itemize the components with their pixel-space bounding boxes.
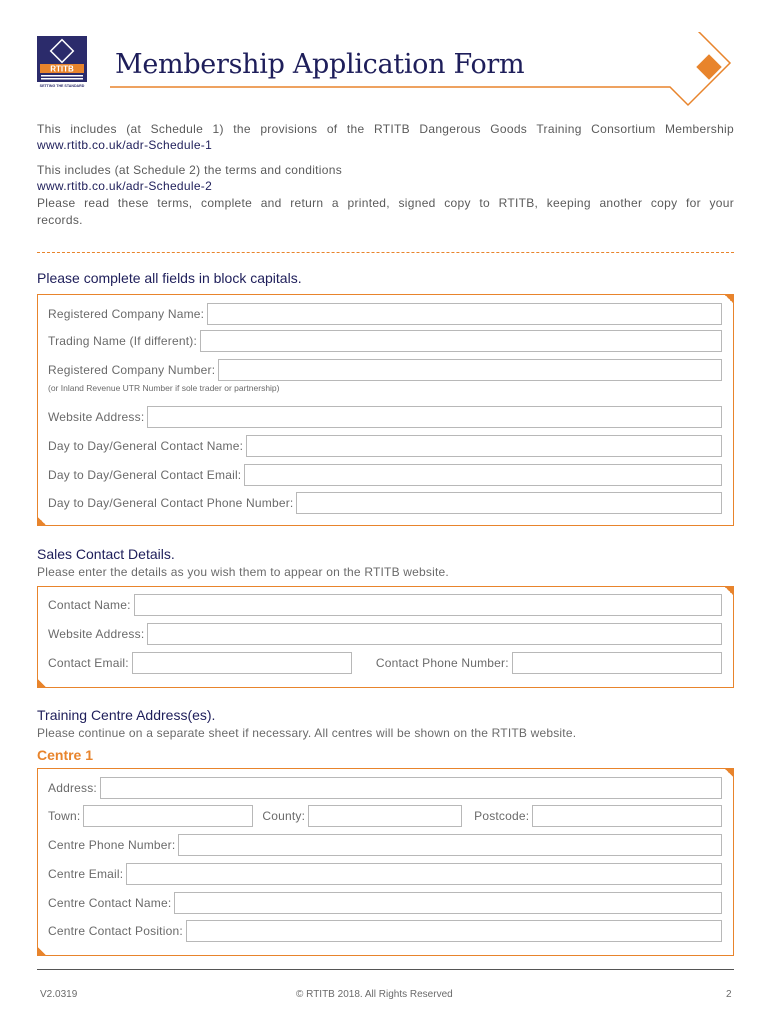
contact-name-row xyxy=(48,435,722,457)
sales-contact-name-row xyxy=(48,594,722,616)
footer-divider xyxy=(37,969,734,970)
contact-phone-field[interactable] xyxy=(296,492,722,514)
centre-contact-position-field[interactable] xyxy=(186,920,722,942)
company-details-box xyxy=(37,294,734,526)
contact-email-field[interactable] xyxy=(244,464,722,486)
centre-contact-position-row xyxy=(48,920,722,942)
intro-text-4: records. xyxy=(37,213,83,227)
registered-number-row xyxy=(48,359,722,381)
centre-1-box xyxy=(37,768,734,956)
registered-name-label: Registered Company Name: xyxy=(48,307,205,321)
centre-county-label: County: xyxy=(262,809,306,823)
sales-email-field[interactable] xyxy=(132,652,352,674)
contact-phone-label: Day to Day/General Contact Phone Number: xyxy=(48,496,294,510)
sales-heading: Sales Contact Details. xyxy=(37,546,175,562)
centre-email-field[interactable] xyxy=(126,863,722,885)
website-field[interactable] xyxy=(147,406,722,428)
centre-location-row xyxy=(48,805,722,827)
schedule-1-link[interactable]: www.rtitb.co.uk/adr-Schedule-1 xyxy=(37,138,213,152)
centre-phone-field[interactable] xyxy=(178,834,722,856)
trading-name-label: Trading Name (If different): xyxy=(48,334,197,348)
registered-name-row xyxy=(48,303,722,325)
centre-town-field[interactable] xyxy=(83,805,253,827)
version-label: V2.0319 xyxy=(40,989,78,1000)
centre-address-field[interactable] xyxy=(100,777,722,799)
contact-email-row xyxy=(48,464,722,486)
intro-text-3: Please read these terms, complete and return a printed, signed copy to RTITB, keeping another copy for your xyxy=(37,196,734,210)
sales-contact-name-label: Contact Name: xyxy=(48,598,131,612)
sales-subheading: Please enter the details as you wish them to appear on the RTITB website. xyxy=(37,565,449,579)
trading-name-row xyxy=(48,330,722,352)
centre-postcode-field[interactable] xyxy=(532,805,722,827)
centre-phone-row xyxy=(48,834,722,856)
sales-phone-field[interactable] xyxy=(512,652,722,674)
sales-website-row xyxy=(48,623,722,645)
intro-text-2: This includes (at Schedule 2) the terms and conditions xyxy=(37,163,343,177)
trading-name-field[interactable] xyxy=(200,330,722,352)
centre-town-label: Town: xyxy=(48,809,81,823)
contact-phone-row xyxy=(48,492,722,514)
sales-website-label: Website Address: xyxy=(48,627,145,641)
website-label: Website Address: xyxy=(48,410,145,424)
training-subheading: Please continue on a separate sheet if necessary. All centres will be shown on the RTITB website. xyxy=(37,726,577,740)
centre-contact-name-label: Centre Contact Name: xyxy=(48,896,172,910)
page-title: Membership Application Form xyxy=(115,49,525,80)
registered-number-field[interactable] xyxy=(218,359,722,381)
centre-county-field[interactable] xyxy=(308,805,462,827)
logo-text: RTITB xyxy=(50,64,74,74)
intro-text-1: This includes (at Schedule 1) the provisions of the RTITB Dangerous Goods Training Consortium Membership xyxy=(37,122,734,136)
centre-email-label: Centre Email: xyxy=(48,867,124,881)
centre-contact-name-field[interactable] xyxy=(174,892,722,914)
copyright-text: © RTITB 2018. All Rights Reserved xyxy=(296,989,453,1000)
centre-contact-name-row xyxy=(48,892,722,914)
website-row xyxy=(48,406,722,428)
dashed-divider xyxy=(37,252,734,253)
centre-address-row xyxy=(48,777,722,799)
sales-email-label: Contact Email: xyxy=(48,656,129,670)
sales-contact-box xyxy=(37,586,734,688)
schedule-2-link[interactable]: www.rtitb.co.uk/adr-Schedule-2 xyxy=(37,179,213,193)
sales-phone-label: Contact Phone Number: xyxy=(375,656,509,670)
registered-number-label: Registered Company Number: xyxy=(48,363,216,377)
page-number: 2 xyxy=(726,989,732,1000)
sales-website-field[interactable] xyxy=(147,623,722,645)
centre-phone-label: Centre Phone Number: xyxy=(48,838,176,852)
centre-contact-position-label: Centre Contact Position: xyxy=(48,924,183,938)
training-heading: Training Centre Address(es). xyxy=(37,707,216,723)
rtitb-logo xyxy=(37,36,87,88)
centre-email-row xyxy=(48,863,722,885)
centre-1-title: Centre 1 xyxy=(37,747,94,763)
sales-email-phone-row xyxy=(48,652,722,674)
centre-address-label: Address: xyxy=(48,781,97,795)
contact-name-label: Day to Day/General Contact Name: xyxy=(48,439,244,453)
logo-tagline: SETTING THE STANDARD xyxy=(39,84,85,88)
registered-name-field[interactable] xyxy=(207,303,722,325)
registered-number-note: (or Inland Revenue UTR Number if sole trader or partnership) xyxy=(48,383,280,393)
contact-email-label: Day to Day/General Contact Email: xyxy=(48,468,242,482)
centre-postcode-label: Postcode: xyxy=(474,809,530,823)
contact-name-field[interactable] xyxy=(246,435,722,457)
company-heading: Please complete all fields in block capitals. xyxy=(37,270,302,286)
sales-contact-name-field[interactable] xyxy=(134,594,722,616)
